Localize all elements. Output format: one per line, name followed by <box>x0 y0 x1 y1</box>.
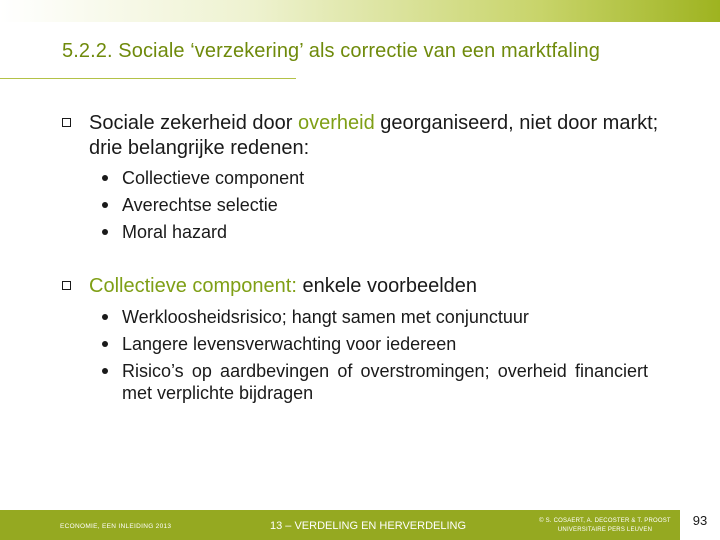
sub-item-1-2 <box>102 194 278 216</box>
bullet-item-1 <box>62 111 662 161</box>
footer-bar <box>0 510 720 540</box>
footer-copyright-line2: UNIVERSITAIRE PERS LEUVEN <box>557 527 653 533</box>
title-underline <box>0 78 296 79</box>
footer-course-title: ECONOMIE, EEN INLEIDING 2013 <box>60 523 172 530</box>
dot-bullet-icon <box>102 229 108 235</box>
sub-item-text: Averechtse selectie <box>122 195 278 215</box>
dot-bullet-icon <box>102 368 108 374</box>
bullet-1-text <box>89 111 659 161</box>
bullet-item-2 <box>62 274 662 299</box>
bullet-2-text <box>89 274 477 299</box>
footer-copyright-line1: © S. COSAERT, A. DECOSTER & T. PROOST <box>539 518 671 524</box>
sub-item-2-3 <box>102 360 648 404</box>
square-bullet-icon <box>62 281 71 290</box>
dot-bullet-icon <box>102 341 108 347</box>
dot-bullet-icon <box>102 314 108 320</box>
square-bullet-icon <box>62 118 71 127</box>
sub-item-text: Moral hazard <box>122 222 228 242</box>
sub-item-text: Risico’s op aardbevingen of overstromingen; overheid financiert met verplichte bijdragen <box>122 361 648 403</box>
footer-copyright <box>520 517 690 535</box>
sub-item-1-3 <box>102 221 227 243</box>
sub-item-text: Werkloosheidsrisico; hangt samen met conjunctuur <box>122 307 529 327</box>
page-number: 93 <box>680 505 720 540</box>
sub-item-text: Collectieve component <box>122 168 305 188</box>
bullet-1-post: georganiseerd, niet door markt; drie belangrijke redenen: <box>89 112 659 159</box>
header-gradient-bar <box>0 0 720 22</box>
bullet-2-accent: Collectieve component: <box>89 275 297 297</box>
bullet-2-post: enkele voorbeelden <box>296 275 478 297</box>
dot-bullet-icon <box>102 202 108 208</box>
slide-title: 5.2.2. Sociale ‘verzekering’ als correctie van een marktfaling <box>62 40 600 62</box>
bullet-1-accent: overheid <box>298 112 375 134</box>
sub-item-1-1 <box>102 167 304 189</box>
sub-item-2-2 <box>102 333 456 355</box>
footer-chapter-title: 13 – VERDELING EN HERVERDELING <box>270 520 467 532</box>
sub-item-2-1 <box>102 306 529 328</box>
dot-bullet-icon <box>102 175 108 181</box>
bullet-1-pre: Sociale zekerheid door <box>89 112 299 134</box>
sub-item-text: Langere levensverwachting voor iedereen <box>122 334 457 354</box>
